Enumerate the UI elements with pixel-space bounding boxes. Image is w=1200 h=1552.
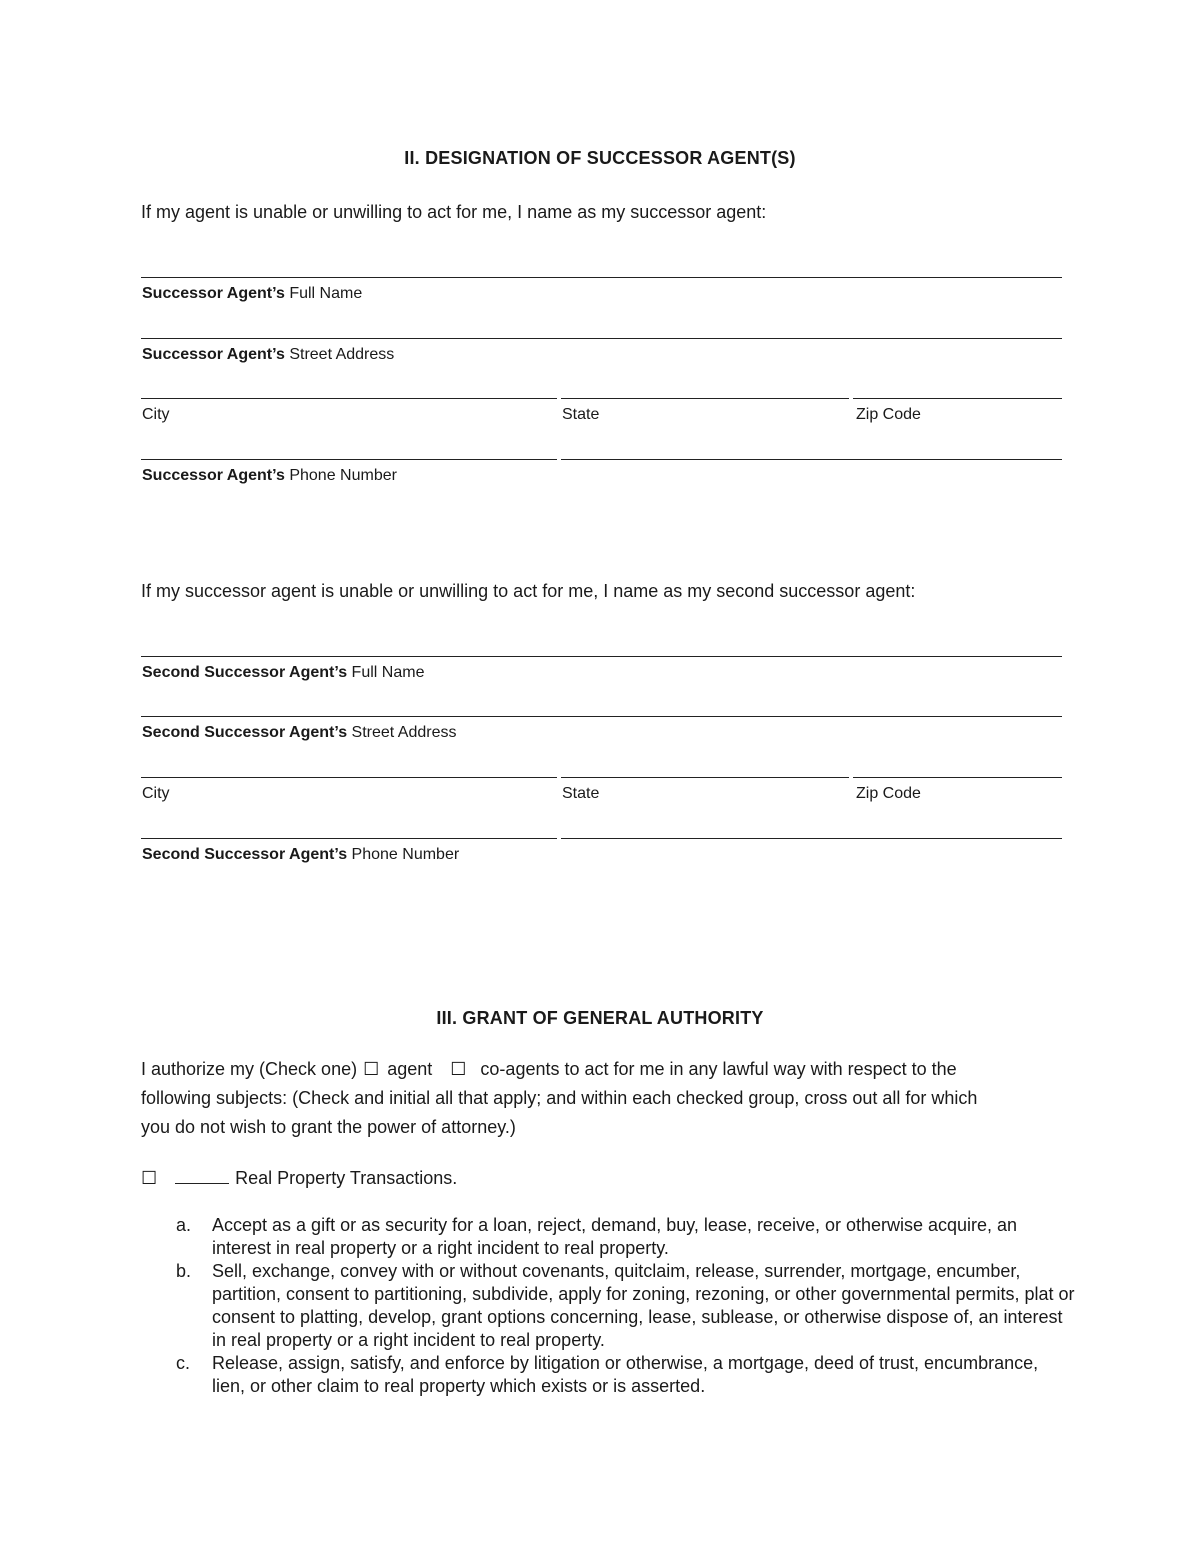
second-successor-phone-line-extension [561,838,1062,839]
section-heading-general-authority: III. GRANT OF GENERAL AUTHORITY [436,1008,764,1028]
successor-phone-line[interactable] [141,459,557,460]
co-agents-checkbox[interactable]: ☐ [450,1059,467,1079]
successor-intro: If my agent is unable or unwilling to act for me, I name as my successor agent: [141,202,767,222]
successor-phone-label: Successor Agent’s Phone Number [142,467,397,484]
successor-phone-line-extension [561,459,1062,460]
list-text: Sell, exchange, convey with or without covenants, quitclaim, release, surrender, mortgage, encumber, partition, consent to partitioning, subdivide, apply for zoning, rezoning, or other governmental permits, plat or consent to platting, develop, grant options concerning, lease, sublease, or otherwise dispose of, an interest in real property or a right incident to real property. [212,1261,1075,1350]
second-successor-state-label: State [562,785,600,802]
list-marker: b. [176,1261,192,1281]
second-successor-address-line[interactable] [141,716,1062,717]
second-successor-intro: If my successor agent is unable or unwilling to act for me, I name as my second successor agent: [141,581,916,601]
list-marker: c. [176,1353,191,1373]
second-successor-zip-line[interactable] [853,777,1062,778]
real-property-initial-line[interactable] [175,1169,229,1184]
second-successor-name-line[interactable] [141,656,1062,657]
co-agents-option-text: co-agents to act for me in any lawful way with respect to the [480,1059,957,1079]
real-property-item [141,1164,457,1193]
authority-text-start: I authorize my (Check one) [141,1059,358,1079]
authority-line-3: you do not wish to grant the power of attorney.) [141,1117,516,1137]
section-heading-successor-agents: II. DESIGNATION OF SUCCESSOR AGENT(S) [404,148,796,168]
agent-checkbox[interactable]: ☐ [363,1059,380,1079]
successor-state-line[interactable] [561,398,849,399]
second-successor-address-label: Second Successor Agent’s Street Address [142,724,457,741]
list-item [176,1214,1076,1260]
agent-option-label: agent [387,1059,433,1079]
authority-paragraph [141,1055,1066,1142]
list-marker: a. [176,1215,192,1235]
successor-address-label: Successor Agent’s Street Address [142,346,395,363]
successor-city-label: City [142,406,170,423]
successor-name-line[interactable] [141,277,1062,278]
list-text: Release, assign, satisfy, and enforce by litigation or otherwise, a mortgage, deed of trust, encumbrance, lien, or other claim to real property which exists or is asserted. [212,1353,1039,1396]
real-property-checkbox[interactable]: ☐ [141,1168,158,1188]
authority-line-2: following subjects: (Check and initial all that apply; and within each checked group, cross out all for which [141,1088,978,1108]
real-property-powers-list [176,1214,1076,1398]
successor-state-label: State [562,406,600,423]
successor-address-line[interactable] [141,338,1062,339]
successor-name-label: Successor Agent’s Full Name [142,285,363,302]
second-successor-zip-label: Zip Code [856,785,921,802]
list-item [176,1260,1076,1352]
second-successor-city-label: City [142,785,170,802]
list-item [176,1352,1076,1398]
second-successor-phone-line[interactable] [141,838,557,839]
authority-line-1 [141,1055,1066,1084]
successor-zip-label: Zip Code [856,406,921,423]
second-successor-state-line[interactable] [561,777,849,778]
list-text: Accept as a gift or as security for a loan, reject, demand, buy, lease, receive, or otherwise acquire, an interest in real property or a right incident to real property. [212,1215,1018,1258]
second-successor-city-line[interactable] [141,777,557,778]
successor-zip-line[interactable] [853,398,1062,399]
successor-city-line[interactable] [141,398,557,399]
second-successor-name-label: Second Successor Agent’s Full Name [142,664,425,681]
real-property-label: Real Property Transactions. [235,1168,458,1188]
second-successor-phone-label: Second Successor Agent’s Phone Number [142,846,460,863]
